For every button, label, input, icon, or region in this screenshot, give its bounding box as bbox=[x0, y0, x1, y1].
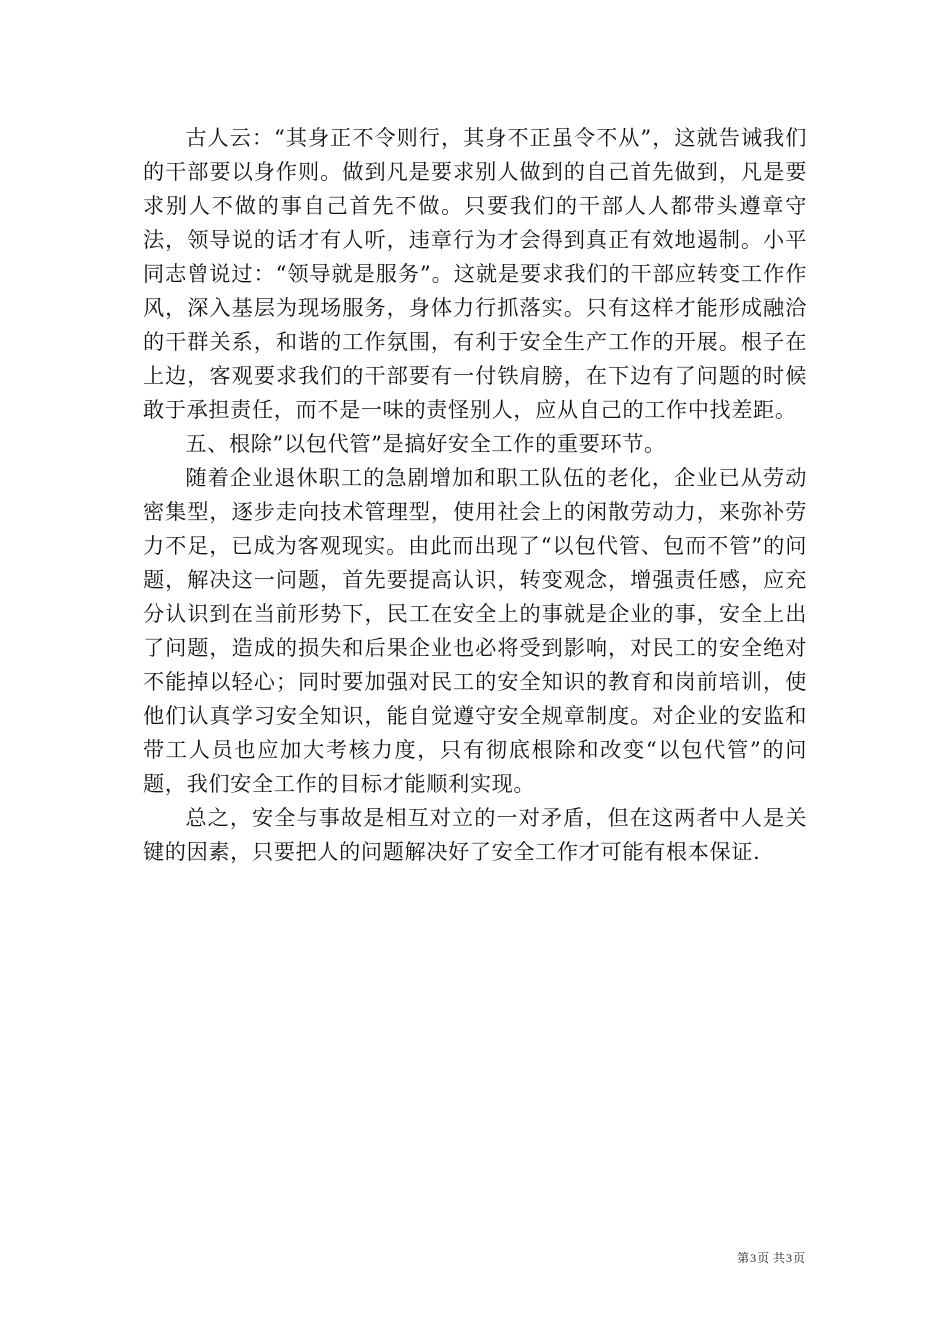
footer-prefix: 第 bbox=[737, 1251, 750, 1265]
footer-suffix: 页 bbox=[792, 1251, 805, 1265]
paragraph: 随着企业退休职工的急剧增加和职工队伍的老化，企业已从劳动密集型，逐步走向技术管理型，使用社会上的闲散劳动力，来弥补劳力不足，已成为客观现实。由此而出现了“以包代管、包而不管”的问题，解决这一问题，首先要提高认识，转变观念，增强责任感，应充分认识到在当前形势下，民工在安全上的事就是企业的事，安全上出了问题，造成的损失和后果企业也必将受到影响，对民工的安全绝对不能掉以轻心；同时要加强对民工的安全知识的教育和岗前培训，使他们认真学习安全知识，能自觉遵守安全规章制度。对企业的安监和带工人员也应加大考核力度，只有彻底根除和改变“以包代管”的问题，我们安全工作的目标才能顺利实现。 bbox=[143, 465, 807, 796]
current-page-number: 3 bbox=[750, 1251, 757, 1265]
section-heading: 五、根除”以包代管”是搞好安全工作的重要环节。 bbox=[185, 431, 666, 456]
document-body bbox=[143, 121, 807, 869]
footer-middle: 页 共 bbox=[757, 1251, 785, 1265]
paragraph: 古人云：“其身正不令则行，其身不正虽令不从”，这就告诫我们的干部要以身作则。做到凡是要求别人做到的自己首先做到，凡是要求别人不做的事自己首先不做。只要我们的干部人人都带头遵章守法，领导说的话才有人听，违章行为才会得到真正有效地遏制。小平同志曾说过：“领导就是服务”。这就是要求我们的干部应转变工作作风，深入基层为现场服务，身体力行抓落实。只有这样才能形成融洽的干群关系，和谐的工作氛围，有利于安全生产工作的开展。根子在上边，客观要求我们的干部要有一付铁肩膀，在下边有了问题的时候敢于承担责任，而不是一味的责怪别人，应从自己的工作中找差距。 bbox=[143, 125, 807, 422]
page-number-footer bbox=[737, 1250, 805, 1266]
paragraph: 总之，安全与事故是相互对立的一对矛盾，但在这两者中人是关键的因素，只要把人的问题解决好了安全工作才可能有根本保证. bbox=[143, 805, 807, 864]
total-page-number: 3 bbox=[785, 1251, 792, 1265]
